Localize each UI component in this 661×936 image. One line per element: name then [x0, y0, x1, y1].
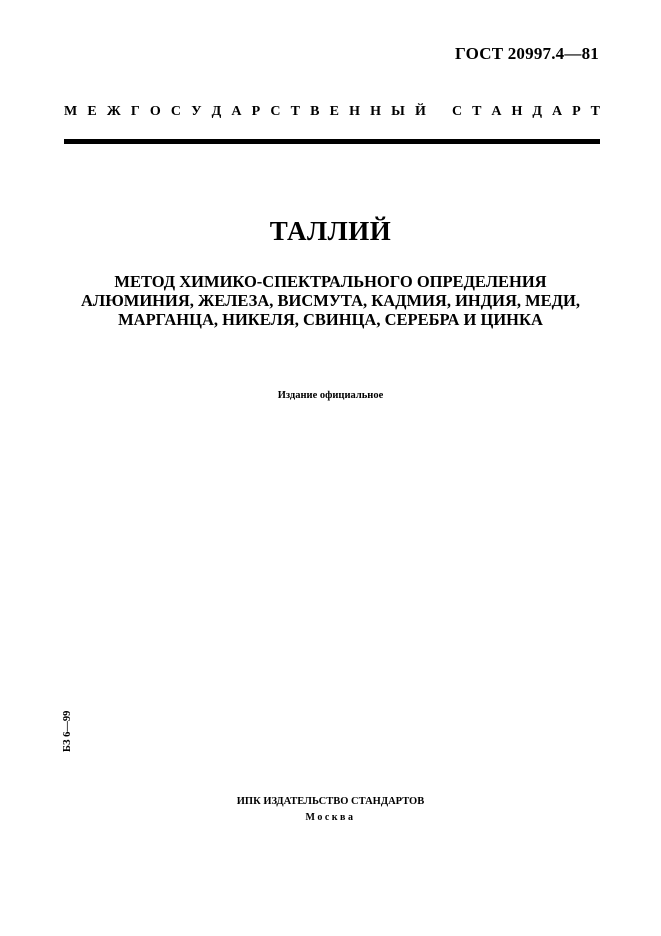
heading-letter: Н	[349, 104, 360, 119]
heading-letter: Г	[130, 104, 140, 119]
publisher-name: ИПК ИЗДАТЕЛЬСТВО СТАНДАРТОВ	[236, 796, 425, 807]
heading-letter: Р	[572, 104, 581, 119]
heading-letter: Н	[511, 104, 523, 119]
heading-letter: М	[64, 104, 78, 119]
heading-letter: Ы	[391, 104, 405, 119]
heading-letter: В	[310, 104, 320, 119]
heading-letter: С	[270, 104, 281, 119]
heading-letter: Т	[290, 104, 300, 119]
heading-letter: Д	[211, 104, 222, 119]
heading-letter: У	[191, 104, 202, 119]
heading-letter: Т	[590, 104, 600, 119]
interstate-standard-heading	[64, 104, 600, 120]
document-subtitle	[40, 272, 621, 329]
subtitle-line-2: АЛЮМИНИЯ, ЖЕЛЕЗА, ВИСМУТА, КАДМИЯ, ИНДИЯ, МЕДИ,	[80, 291, 580, 310]
heading-letter: Ж	[106, 104, 121, 119]
heading-letter: Е	[87, 104, 97, 119]
heading-letter: Т	[472, 104, 482, 119]
heading-letter: Д	[532, 104, 542, 119]
publisher-city: Москва	[305, 812, 356, 823]
subtitle-line-3: МАРГАНЦА, НИКЕЛЯ, СВИНЦА, СЕРЕБРА И ЦИНКА	[118, 310, 543, 329]
heading-letter: С	[170, 104, 182, 119]
heading-letter: А	[551, 104, 563, 119]
heading-rule	[64, 139, 600, 144]
edition-note: Издание официальное	[277, 390, 384, 401]
heading-letter: О	[149, 104, 161, 119]
document-title: ТАЛЛИЙ	[269, 216, 392, 246]
heading-letter: А	[491, 104, 502, 119]
gost-number: ГОСТ 20997.4—81	[455, 44, 599, 63]
subtitle-line-1: МЕТОД ХИМИКО-СПЕКТРАЛЬНОГО ОПРЕДЕЛЕНИЯ	[114, 272, 547, 291]
side-code: БЗ 6—99	[62, 710, 73, 752]
heading-letter: Й	[415, 104, 426, 119]
heading-letter: Н	[370, 104, 381, 119]
interstate-word-1	[64, 104, 426, 120]
heading-letter: С	[452, 104, 463, 119]
heading-letter: Е	[329, 104, 339, 119]
heading-letter: А	[231, 104, 242, 119]
heading-letter: Р	[251, 104, 261, 119]
interstate-word-2	[452, 104, 600, 120]
